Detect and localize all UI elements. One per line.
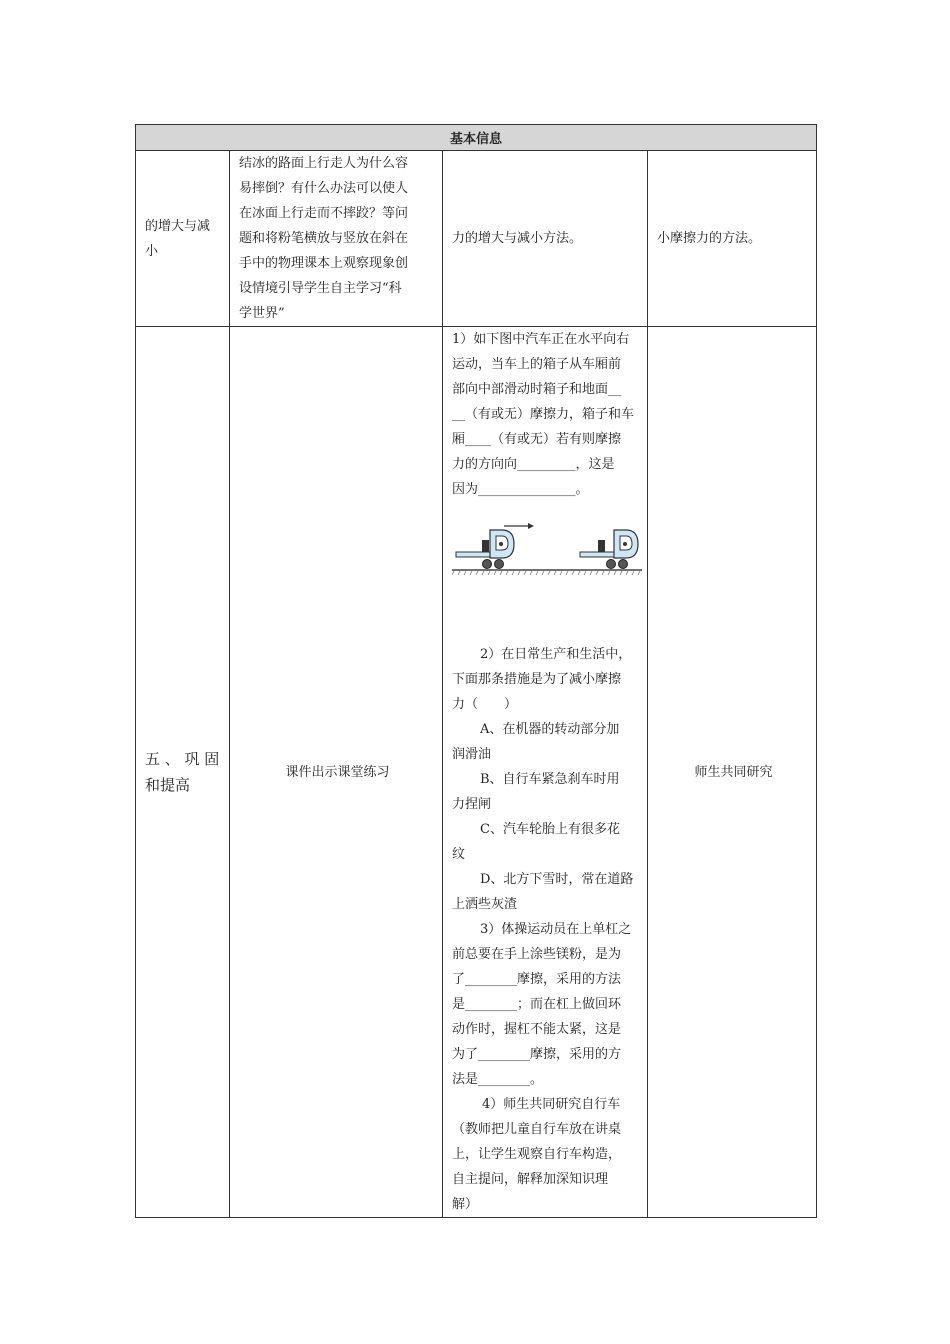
row2-topic-line: 和提高 <box>145 776 191 794</box>
question-4-line: 解） <box>452 1197 479 1212</box>
wheel <box>619 560 628 569</box>
row1-activity-line: 设情境引导学生自主学习“科 <box>239 281 402 296</box>
question-4-line: 上，让学生观察自行车构造， <box>452 1147 622 1162</box>
row2-topic-cell <box>136 327 230 1218</box>
motion-arrow <box>504 523 534 529</box>
question-3-line: 为了________摩擦，采用的方 <box>452 1047 622 1062</box>
option-d: D、北方下雪时，常在道路 <box>480 872 634 887</box>
row1-method-cell <box>648 151 817 327</box>
question-4-line: 自主提问，解释加深知识理 <box>452 1172 609 1187</box>
question-1-line: 部向中部滑动时箱子和地面__ <box>452 382 622 397</box>
question-1-line: 1）如下图中汽车正在水平向右 <box>452 332 630 347</box>
question-1-line: __（有或无）摩擦力，箱子和车 <box>452 407 635 422</box>
question-1-line: 因为_______________。 <box>452 482 589 497</box>
question-3-line: 了________摩擦，采用的方法 <box>452 972 622 987</box>
wheel <box>607 560 616 569</box>
question-1-line: 运动，当车上的箱子从车厢前 <box>452 357 622 372</box>
question-3-line: 法是________。 <box>452 1072 544 1087</box>
option-d-cont: 上洒些灰渣 <box>452 897 518 912</box>
box <box>482 540 489 552</box>
row2-activity-text: 课件出示课堂练习 <box>285 764 390 780</box>
question-3-line: 动作时，握杠不能太紧，这是 <box>452 1022 622 1037</box>
table-row-consolidation <box>136 327 817 1218</box>
row1-method-text: 小摩擦力的方法。 <box>657 231 762 246</box>
basic-info-table <box>135 124 817 1218</box>
question-2-line: 下面那条措施是为了减小摩擦 <box>452 672 622 687</box>
option-c: C、汽车轮胎上有很多花 <box>480 822 620 837</box>
question-1-line: 力的方向向_________，这是 <box>452 457 615 472</box>
question-1 <box>452 327 641 502</box>
ground-hatch <box>452 571 640 575</box>
question-3-line: 前总要在手上涂些镁粉，是为 <box>452 947 622 962</box>
question-3-line: 3）体操运动员在上单杠之 <box>480 922 632 937</box>
driver <box>623 542 627 546</box>
row2-exercise-cell <box>443 327 648 1218</box>
wheel <box>483 560 492 569</box>
table-title: 基本信息 <box>136 125 817 151</box>
option-a-cont: 润滑油 <box>452 747 492 762</box>
question-2-line: 力（ ） <box>452 697 518 712</box>
question-2 <box>452 642 641 917</box>
option-b-cont: 力捏闸 <box>452 797 492 812</box>
row1-activity-line: 结冰的路面上行走人为什么容 <box>239 156 409 171</box>
wheel <box>495 560 504 569</box>
option-b: B、自行车紧急刹车时用 <box>480 772 620 787</box>
question-4-line: （教师把儿童自行车放在讲桌 <box>452 1122 622 1137</box>
row1-topic-line: 小 <box>145 243 159 259</box>
table-header-row <box>136 125 817 151</box>
driver <box>499 542 503 546</box>
row2-topic-line: 五 、 巩 固 <box>145 750 220 768</box>
row1-activity-line: 学世界” <box>239 306 285 321</box>
truck-figure <box>452 520 642 582</box>
row1-content-cell <box>443 151 648 327</box>
question-2-line: 2）在日常生产和生活中， <box>480 647 632 662</box>
option-a: A、在机器的转动部分加 <box>480 722 620 737</box>
row2-activity-cell <box>230 327 443 1218</box>
row1-topic-line: 的增大与减 <box>145 218 211 234</box>
row1-activity-line: 题和将粉笔横放与竖放在斜在 <box>239 231 409 246</box>
table-row-friction <box>136 151 817 327</box>
row2-method-cell <box>648 327 817 1218</box>
truck-right <box>580 530 638 569</box>
question-1-line: 厢____（有或无）若有则摩擦 <box>452 432 622 447</box>
row1-activity-line: 在冰面上行走而不摔跤？等问 <box>239 206 409 221</box>
row2-method-text: 师生共同研究 <box>694 764 773 780</box>
question-3-line: 是________；而在杠上做回环 <box>452 997 622 1012</box>
row1-content-text: 力的增大与减小方法。 <box>452 231 583 246</box>
question-4 <box>452 1092 641 1217</box>
question-3 <box>452 917 641 1092</box>
truck-left <box>456 530 514 569</box>
box <box>598 540 605 552</box>
row1-activity-cell <box>230 151 443 327</box>
row1-activity-line: 手中的物理课本上观察现象创 <box>239 256 409 271</box>
row1-activity-line: 易摔倒？有什么办法可以使人 <box>239 181 409 196</box>
option-c-cont: 纹 <box>452 847 466 862</box>
row1-topic-cell <box>136 151 230 327</box>
question-4-line: 4）师生共同研究自行车 <box>482 1097 621 1112</box>
